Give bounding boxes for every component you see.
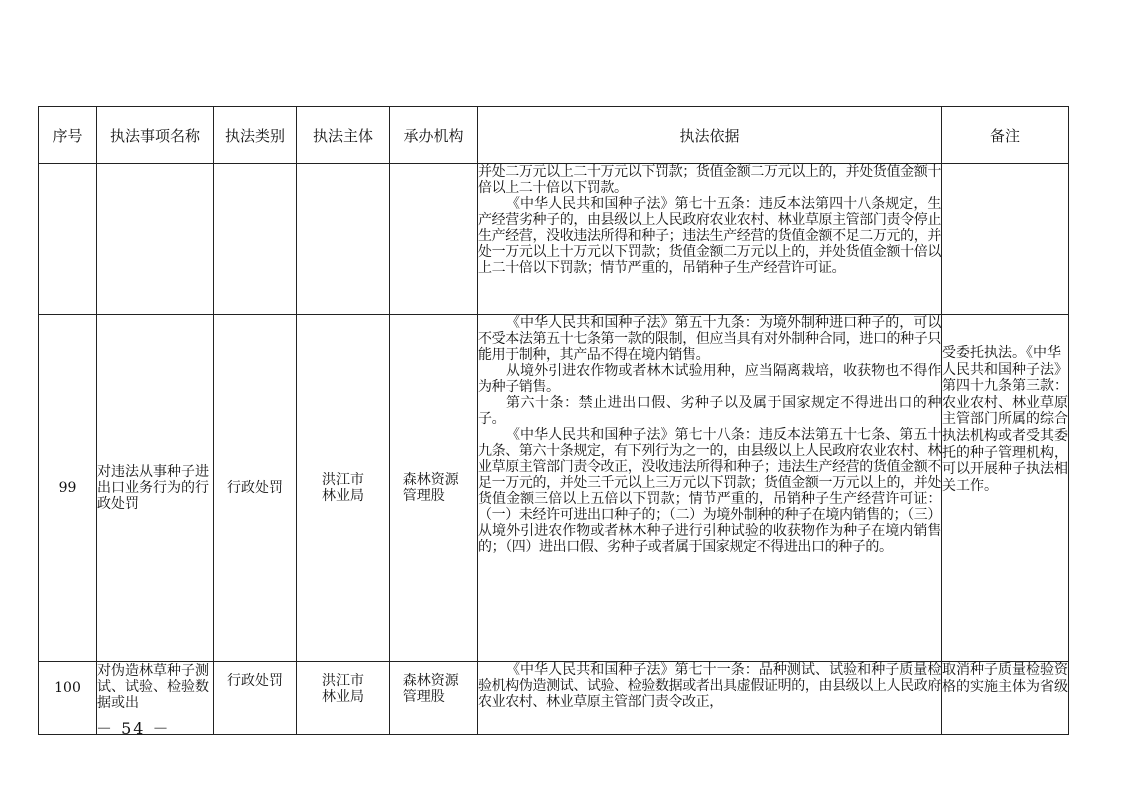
- item-name-cell: [97, 164, 214, 315]
- category-cell: 行政处罚: [214, 315, 297, 662]
- table-row: [39, 164, 1069, 315]
- basis-paragraph: 《中华人民共和国种子法》第七十一条：品种测试、试验和种子质量检验机构伪造测试、试验、检验数据或者出具虚假证明的，由县级以上人民政府农业农村、林业草原主管部门责令改正，: [478, 662, 941, 710]
- serial-cell: 100: [39, 662, 97, 735]
- item-name-cell: 对违法从事种子进出口业务行为的行政处罚: [97, 315, 214, 662]
- serial-cell: 99: [39, 315, 97, 662]
- agency-cell: [390, 315, 478, 662]
- agency-cell: [390, 164, 478, 315]
- agency-cell: [390, 662, 478, 735]
- header-agency: 承办机构: [390, 107, 478, 164]
- subject-cell: [297, 662, 390, 735]
- table-row: [39, 315, 1069, 662]
- category-cell: [214, 164, 297, 315]
- agency-text: 森林资源管理股: [402, 673, 459, 705]
- basis-cell: [478, 662, 942, 735]
- category-cell: 行政处罚: [214, 662, 297, 735]
- basis-cell: [478, 164, 942, 315]
- basis-paragraph: 第六十条：禁止进出口假、劣种子以及属于国家规定不得进出口的种子。: [478, 395, 941, 427]
- note-cell: 取消种子质量检验资格的实施主体为省级: [942, 662, 1069, 735]
- agency-text: 森林资源管理股: [402, 472, 459, 504]
- item-name-cell: 对伪造林草种子测试、试验、检验数据或出: [97, 662, 214, 735]
- note-cell: 受委托执法。《中华人民共和国种子法》第四十九条第三款：农业农村、林业草原主管部门所属的综合执法机构或者受其委托的种子管理机构，可以开展种子执法相关工作。: [942, 315, 1069, 662]
- basis-paragraph: 《中华人民共和国种子法》第七十八条：违反本法第五十七条、第五十九条、第六十条规定，有下列行为之一的，由县级以上人民政府农业农村、林业草原主管部门责令改正，没收违法所得和种子；违法生产经营的货值金额不足一万元的，并处三千元以上三万元以下罚款；货值金额一万元以上的，并处货值金额三倍以上五倍以下罚款；情节严重的，吊销种子生产经营许可证：（一）未经许可进出口种子的；（二）为境外制种的种子在境内销售的；（三）从境外引进农作物或者林木种子进行引种试验的收获物作为种子在境内销售的；（四）进出口假、劣种子或者属于国家规定不得进出口的种子的。: [478, 427, 941, 555]
- table-row: [39, 662, 1069, 735]
- basis-paragraph: 《中华人民共和国种子法》第七十五条：违反本法第四十八条规定，生产经营劣种子的，由县级以上人民政府农业农村、林业草原主管部门责令停止生产经营，没收违法所得和种子；违法生产经营的货值金额不足二万元的，并处一万元以上十万元以下罚款；货值金额二万元以上的，并处货值金额十倍以上二十倍以下罚款；情节严重的，吊销种子生产经营许可证。: [478, 196, 941, 276]
- header-item-name: 执法事项名称: [97, 107, 214, 164]
- subject-cell: [297, 315, 390, 662]
- subject-text: 洪江市林业局: [321, 472, 364, 504]
- subject-text: 洪江市林业局: [321, 673, 364, 705]
- basis-paragraph: 从境外引进农作物或者林木试验用种，应当隔离栽培，收获物也不得作为种子销售。: [478, 363, 941, 395]
- header-basis: 执法依据: [478, 107, 942, 164]
- basis-cell: [478, 315, 942, 662]
- header-category: 执法类别: [214, 107, 297, 164]
- header-serial: 序号: [39, 107, 97, 164]
- serial-cell: [39, 164, 97, 315]
- page-number: － 54 －: [96, 719, 171, 738]
- table-header-row: [39, 107, 1069, 164]
- note-cell: [942, 164, 1069, 315]
- enforcement-table: [38, 106, 1069, 735]
- header-note: 备注: [942, 107, 1069, 164]
- basis-paragraph: 并处二万元以上二十万元以下罚款；货值金额二万元以上的，并处货值金额十倍以上二十倍以下罚款。: [478, 164, 941, 196]
- header-subject: 执法主体: [297, 107, 390, 164]
- subject-cell: [297, 164, 390, 315]
- basis-paragraph: 《中华人民共和国种子法》第五十九条：为境外制种进口种子的，可以不受本法第五十七条第一款的限制，但应当具有对外制种合同，进口的种子只能用于制种，其产品不得在境内销售。: [478, 315, 941, 363]
